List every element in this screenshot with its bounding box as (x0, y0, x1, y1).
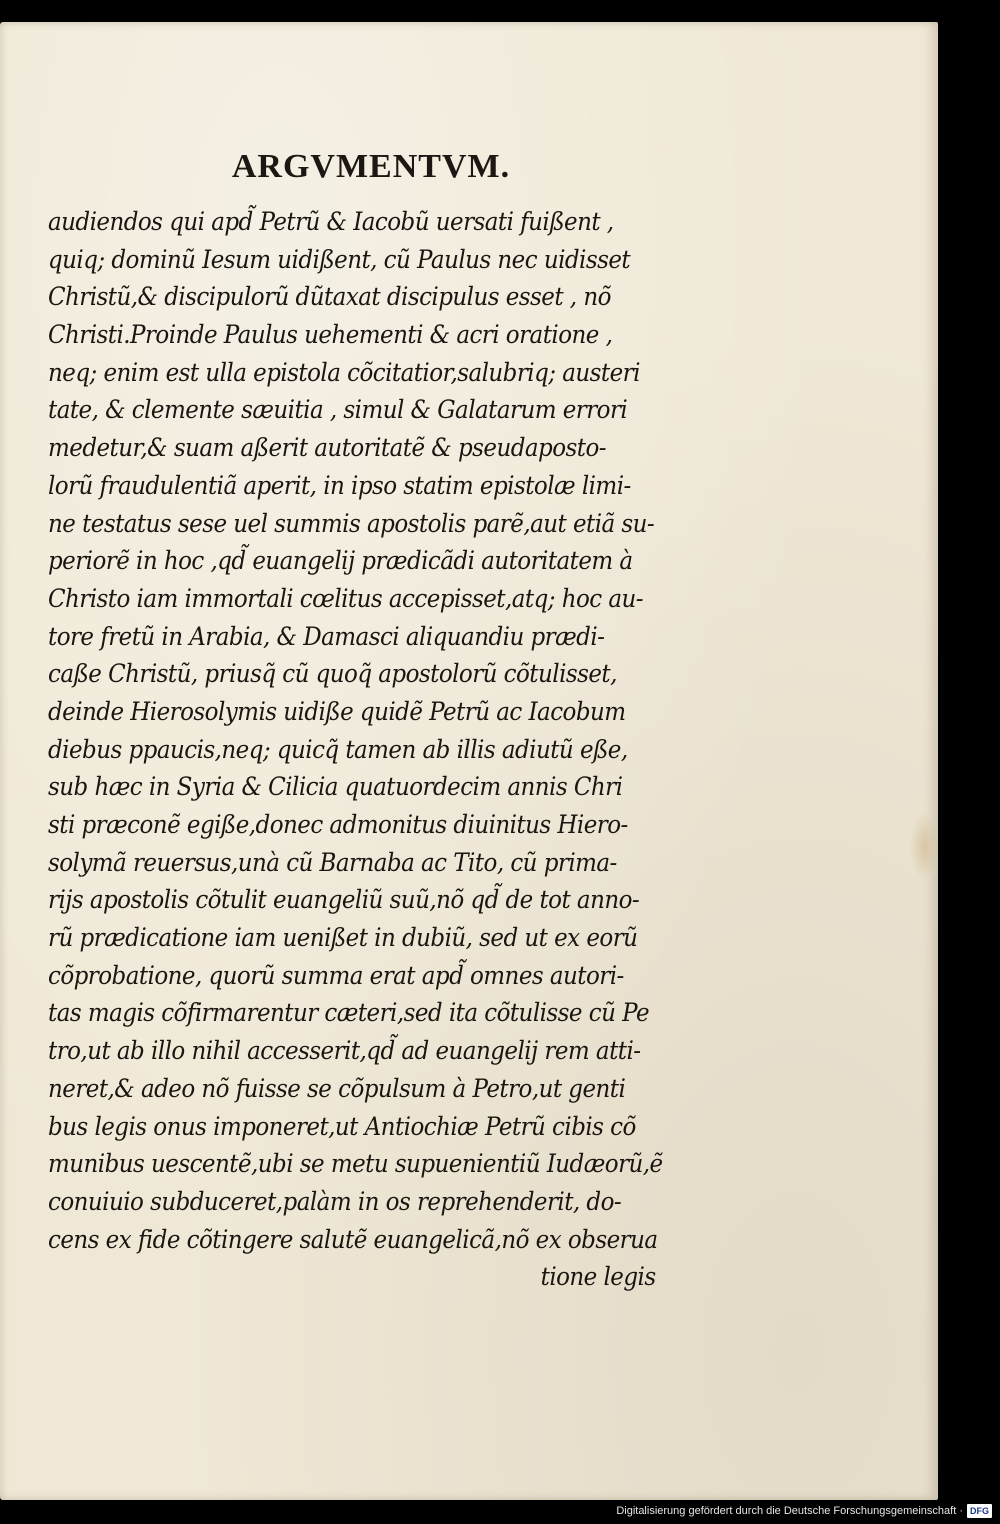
text-line: audiendos qui apd̃ Petrũ & Iacobũ uersati fuißent , (48, 207, 614, 236)
text-line: neq; enim est ulla epistola cõcitatior,salubriq; austeri (48, 357, 640, 387)
text-line: lorũ fraudulentiã aperit, in ipso statim epistolæ limi- (48, 470, 631, 500)
text-line: medetur,& suam aßerit autoritatẽ & pseudaposto- (48, 433, 606, 463)
paper-stain (910, 812, 938, 882)
text-line: periorẽ in hoc ,qd̃ euangelij prædicãdi autoritatem à (48, 546, 633, 576)
text-line: rijs apostolis cõtulit euangeliũ suũ,nõ qd̃ de tot anno- (48, 885, 640, 915)
body-text (48, 203, 674, 1296)
text-line: quiq; dominũ Iesum uidißent, cũ Paulus nec uidisset (48, 244, 631, 274)
text-line: deinde Hierosolymis uidiße quidẽ Petrũ ac Iacobum (48, 696, 626, 726)
text-line: rũ prædicatione iam uenißet in dubiũ, sed ut ex eorũ (48, 923, 638, 953)
text-line: tro,ut ab illo nihil accesserit,qd̃ ad euangelij rem atti- (48, 1036, 641, 1066)
footer-credit (616, 1502, 992, 1520)
text-line: tore fretũ in Arabia, & Damasci aliquandiu prædi- (48, 621, 605, 651)
text-line: sti præconẽ egiße,donec admonitus diuinitus Hiero- (48, 810, 628, 839)
text-line: tate, & clemente sæuitia , simul & Galatarum errori (48, 395, 628, 425)
text-line: Christi.Proinde Paulus uehementi & acri oratione , (48, 320, 613, 350)
dfg-logo-icon: DFG (967, 1504, 992, 1518)
text-line: cõprobatione, quorũ summa erat apd̃ omnes autori- (48, 960, 624, 990)
text-line: tione legis (540, 1262, 656, 1292)
text-line: diebus ppaucis,neq; quicq̃ tamen ab illis adiutũ eße, (48, 734, 628, 764)
text-line: cens ex fide cõtingere salutẽ euangelicã,nõ ex obseruа (48, 1224, 658, 1254)
text-line: solymã reuersus,unà cũ Barnaba ac Tito, cũ prima- (48, 847, 617, 877)
page-heading: ARGVMENTVM. (231, 148, 511, 185)
text-line: Christo iam immortali cœlitus accepisset,atq; hoc au- (48, 583, 644, 613)
book-page (0, 22, 938, 1500)
text-line: sub hæc in Syria & Cilicia quatuordecim annis Chri (48, 772, 623, 802)
text-line: caße Christũ, priusq̃ cũ quoq̃ apostolorũ cõtulisset, (48, 659, 617, 689)
text-line: tas magis cõfirmarentur cæteri,sed ita cõtulisse cũ Pe (48, 998, 650, 1028)
text-line: conuiuio subduceret,palàm in os reprehenderit, do- (48, 1186, 622, 1216)
text-line: Christũ,& discipulorũ dũtaxat discipulus esset , nõ (48, 282, 611, 312)
text-line: bus legis onus imponeret,ut Antiochiæ Petrũ cibis cõ (48, 1111, 636, 1141)
text-line: munibus uescentẽ,ubi se metu supuenientiũ Iudæorũ,ẽ (48, 1149, 663, 1179)
text-line: neret,& adeo nõ fuisse se cõpulsum à Petro,ut genti (48, 1073, 626, 1103)
text-line: ne testatus sese uel summis apostolis parẽ,aut etiã su- (48, 508, 655, 538)
credit-text: Digitalisierung gefördert durch die Deutsche Forschungsgemeinschaft · (616, 1505, 963, 1517)
